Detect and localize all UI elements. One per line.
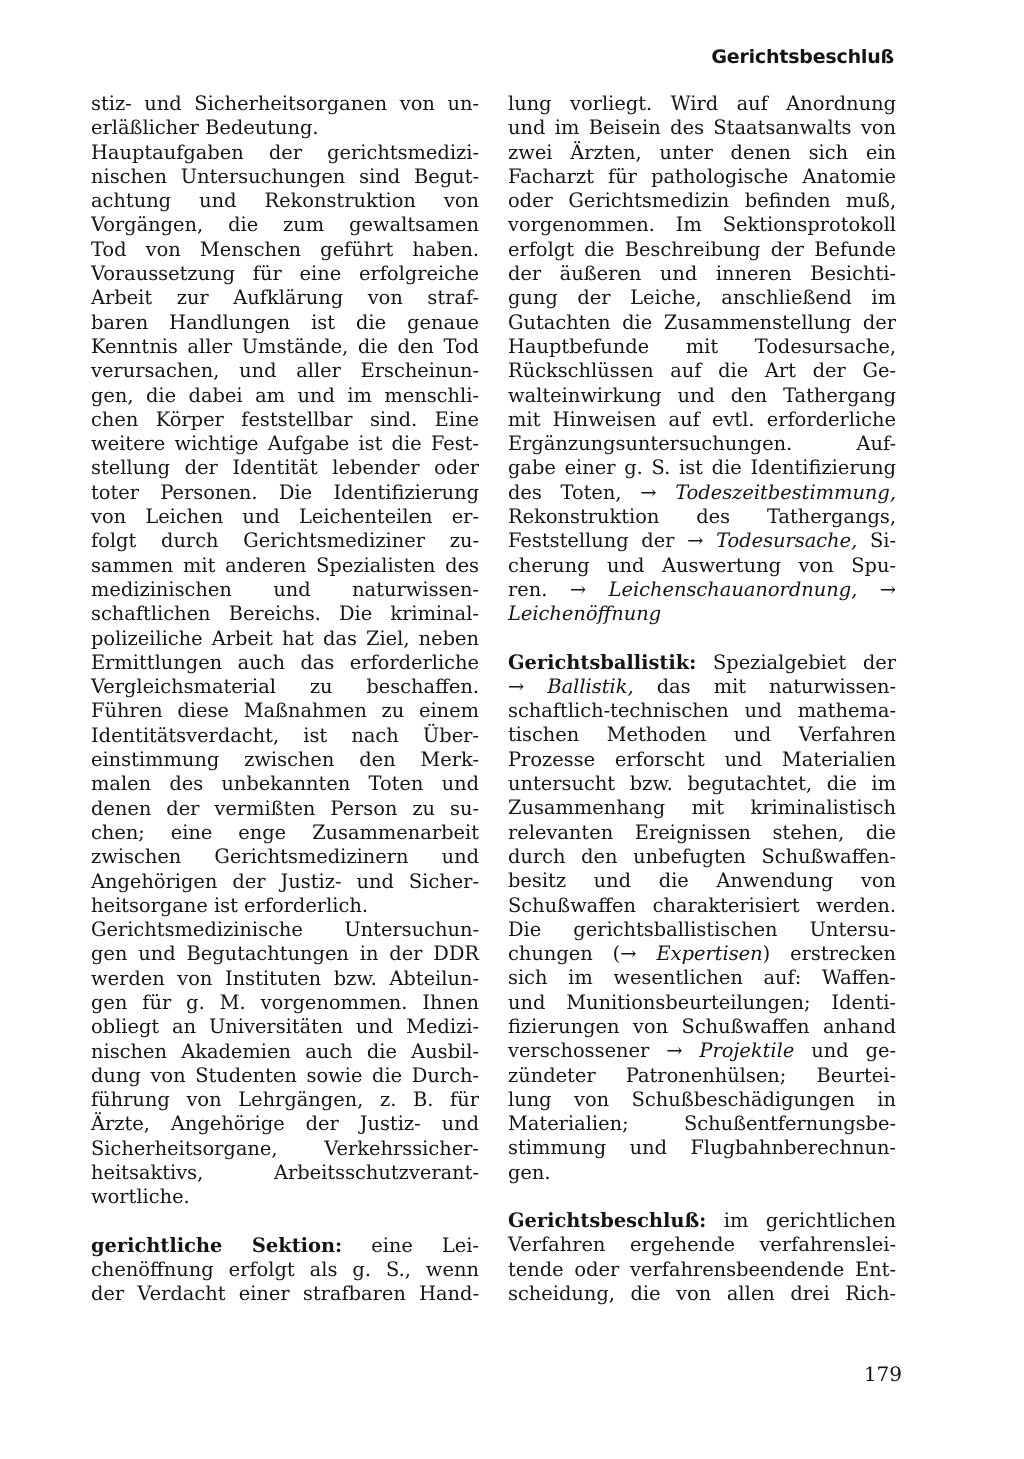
text-line: Materialien; Schußentfernungsbe- [508, 1112, 896, 1136]
text-line: relevanten Ereignissen stehen, die [508, 820, 896, 844]
text-line: folgt durch Gerichtsmediziner zu- [91, 529, 479, 553]
text-run: ren. [508, 577, 548, 601]
text-line: zwei Ärzten, unter denen sich ein [508, 140, 896, 164]
text-line: gabe einer g. S. ist die Identifizierung [508, 456, 896, 480]
text-line: Führen diese Maßnahmen zu einem [91, 699, 479, 723]
text-line: Hauptbefunde mit Todesursache, [508, 334, 896, 358]
text-line: Voraussetzung für eine erfolgreiche [91, 262, 479, 286]
paragraph-aufgaben [91, 141, 479, 919]
text-line: sammen mit anderen Spezialisten des [91, 553, 479, 577]
text-line: gen für g. M. vorgenommen. Ihnen [91, 990, 479, 1014]
cross-reference: → Todeszeitbestimmung, [640, 480, 896, 504]
text-line: verursachen, und aller Erscheinun- [91, 359, 479, 383]
text-line [508, 529, 896, 553]
text-line: und im Beisein des Staatsanwalts von [508, 116, 896, 140]
text-line: toter Personen. Die Identifizierung [91, 480, 479, 504]
text-line: besitz und die Anwendung von [508, 869, 896, 893]
text-line: heitsorgane ist erforderlich. [91, 893, 368, 917]
cross-reference: → Ballistik, [508, 674, 634, 698]
text-line: gen. [508, 1160, 551, 1184]
text-run: Si- [869, 529, 897, 553]
entry-headword: Gerichtsbeschluß: [508, 1209, 707, 1233]
text-line [508, 1209, 896, 1233]
cross-reference: → Projektile [666, 1039, 795, 1063]
text-line: dung von Studenten sowie die Durch- [91, 1063, 479, 1087]
text-line: werden von Instituten bzw. Abteilun- [91, 966, 479, 990]
cross-reference: → Expertisen [620, 942, 763, 966]
text-line: stellung der Identität lebender oder [91, 456, 479, 480]
text-line: lung von Schußbeschädigungen in [508, 1087, 896, 1111]
text-line: stimmung und Flugbahnberechnun- [508, 1136, 896, 1160]
text-line: von Leichen und Leichenteilen er- [91, 505, 479, 529]
entry-gerichtsbeschluss [508, 1209, 896, 1306]
cross-reference: → Todesursache, [687, 529, 858, 553]
text-line: Ergänzungsuntersuchungen. Auf- [508, 432, 896, 456]
entry-sektion-continuation [508, 92, 896, 627]
entry-headword: Gerichtsballistik: [508, 650, 697, 674]
text-line: heitsaktivs, Arbeitsschutzverant- [91, 1161, 479, 1185]
text-line: Ermittlungen auch das erforderliche [91, 650, 479, 674]
text-line: baren Handlungen ist die genaue [91, 310, 479, 334]
paragraph-continuation [91, 92, 479, 141]
text-line: fizierungen von Schußwaffen anhand [508, 1014, 896, 1038]
text-line: Kenntnis aller Umstände, die den Tod [91, 334, 479, 358]
text-line: cherung und Auswertung von Spu- [508, 553, 896, 577]
text-line: Rekonstruktion des Tathergangs, [508, 505, 896, 529]
text-run: das mit naturwissen- [656, 674, 896, 698]
text-line: Angehörigen der Justiz- und Sicher- [91, 869, 479, 893]
entry-headword: gerichtliche Sektion: [91, 1233, 343, 1257]
running-head: Gerichtsbeschluß [711, 46, 894, 68]
entry-gerichtliche-sektion [91, 1234, 479, 1307]
text-line: Facharzt für pathologische Anatomie [508, 164, 896, 188]
text-line [508, 942, 896, 966]
text-line: lung vorliegt. Wird auf Anordnung [508, 92, 896, 115]
text-line: der Verdacht einer strafbaren Hand- [91, 1282, 479, 1306]
text-line: einstimmung zwischen den Merk- [91, 748, 479, 772]
text-line: chen; eine enge Zusammenarbeit [91, 820, 479, 844]
text-line: untersucht bzw. begutachtet, die im [508, 772, 896, 796]
text-line: weitere wichtige Aufgabe ist die Fest- [91, 432, 479, 456]
text-line: scheidung, die von allen drei Rich- [508, 1281, 896, 1305]
text-line: und Munitionsbeurteilungen; Identi- [508, 990, 896, 1014]
text-line: medizinischen und naturwissen- [91, 577, 479, 601]
text-line: Verfahren ergehende verfahrenslei- [508, 1233, 896, 1257]
text-line: chen Körper feststellbar sind. Eine [91, 407, 479, 431]
text-run: eine Lei- [371, 1233, 479, 1257]
text-line: Gerichtsmedizinische Untersuchun- [91, 918, 479, 942]
paragraph-ddr-institute [91, 918, 479, 1210]
cross-reference: → Leichenschauanordnung, → [569, 577, 896, 601]
text-line: der äußeren und inneren Besichti- [508, 262, 896, 286]
text-run: und ge- [811, 1039, 897, 1063]
text-line: tischen Methoden und Verfahren [508, 723, 896, 747]
text-line: Gutachten die Zusammenstellung der [508, 310, 896, 334]
text-line: schaftlich-technischen und mathema- [508, 699, 896, 723]
text-line: Schußwaffen charakterisiert werden. [508, 893, 896, 917]
text-line: erläßlicher Bedeutung. [91, 116, 319, 140]
text-run: im gerichtlichen [723, 1209, 896, 1233]
text-line: gung der Leiche, anschließend im [508, 286, 896, 310]
text-line [508, 651, 896, 675]
text-line: Tod von Menschen geführt haben. [91, 237, 479, 261]
text-line: erfolgt die Beschreibung der Befunde [508, 237, 896, 261]
text-run: des Toten, [508, 480, 622, 504]
text-run: chungen ( [508, 942, 621, 966]
text-run: Feststellung der [508, 529, 675, 553]
text-line: nischen Akademien auch die Ausbil- [91, 1039, 479, 1063]
text-line: Prozesse erforscht und Materialien [508, 747, 896, 771]
text-line: polizeiliche Arbeit hat das Ziel, neben [91, 626, 479, 650]
text-line: chenöffnung erfolgt als g. S., wenn [91, 1257, 479, 1281]
text-line: durch den unbefugten Schußwaffen- [508, 844, 896, 868]
text-line [508, 675, 896, 699]
text-line: wortliche. [91, 1185, 190, 1209]
text-line: Rückschlüssen auf die Art der Ge- [508, 359, 896, 383]
text-run: verschossener [508, 1039, 650, 1063]
text-line: Hauptaufgaben der gerichtsmedizi- [91, 140, 479, 164]
text-line [508, 602, 896, 626]
text-line: achtung und Rekonstruktion von [91, 189, 479, 213]
text-run: ) erstrecken [762, 942, 896, 966]
text-line: Ärzte, Angehörige der Justiz- und [91, 1112, 479, 1136]
text-line: vorgenommen. Im Sektionsprotokoll [508, 213, 896, 237]
text-line [91, 1234, 479, 1258]
text-line: nischen Untersuchungen sind Begut- [91, 164, 479, 188]
text-line: tende oder verfahrensbeendende Ent- [508, 1257, 896, 1281]
text-line: oder Gerichtsmedizin befinden muß, [508, 189, 896, 213]
entry-gerichtsballistik [508, 651, 896, 1186]
text-line: malen des unbekannten Toten und [91, 772, 479, 796]
left-column [91, 92, 479, 1307]
text-line: stiz- und Sicherheitsorganen von un- [91, 92, 479, 115]
cross-reference: Leichenöffnung [508, 602, 662, 626]
text-line: sich im wesentlichen auf: Waffen- [508, 966, 896, 990]
text-line: Zusammenhang mit kriminalistisch [508, 796, 896, 820]
text-line: führung von Lehrgängen, z. B. für [91, 1088, 479, 1112]
text-line [508, 1039, 896, 1063]
text-line: Vergleichsmaterial zu beschaffen. [91, 675, 479, 699]
text-line: mit Hinweisen auf evtl. erforderliche [508, 407, 896, 431]
text-line [508, 578, 896, 602]
page-number: 179 [863, 1362, 902, 1386]
text-line: Vorgängen, die zum gewaltsamen [91, 213, 479, 237]
text-line: Die gerichtsballistischen Untersu- [508, 917, 896, 941]
text-line: obliegt an Universitäten und Medizi- [91, 1015, 479, 1039]
text-line: schaftlichen Bereichs. Die kriminal- [91, 602, 479, 626]
text-line: walteinwirkung und den Tathergang [508, 383, 896, 407]
text-run: Spezialgebiet der [713, 650, 896, 674]
text-line: zündeter Patronenhülsen; Beurtei- [508, 1063, 896, 1087]
text-line [508, 481, 896, 505]
text-line: denen der vermißten Person zu su- [91, 796, 479, 820]
text-line: gen und Begutachtungen in der DDR [91, 942, 479, 966]
text-line: Identitätsverdacht, ist nach Über- [91, 723, 479, 747]
text-line: Sicherheitsorgane, Verkehrssicher- [91, 1136, 479, 1160]
text-line: Arbeit zur Aufklärung von straf- [91, 286, 479, 310]
text-line: gen, die dabei am und im menschli- [91, 383, 479, 407]
text-line: zwischen Gerichtsmedizinern und [91, 845, 479, 869]
right-column [508, 92, 896, 1306]
